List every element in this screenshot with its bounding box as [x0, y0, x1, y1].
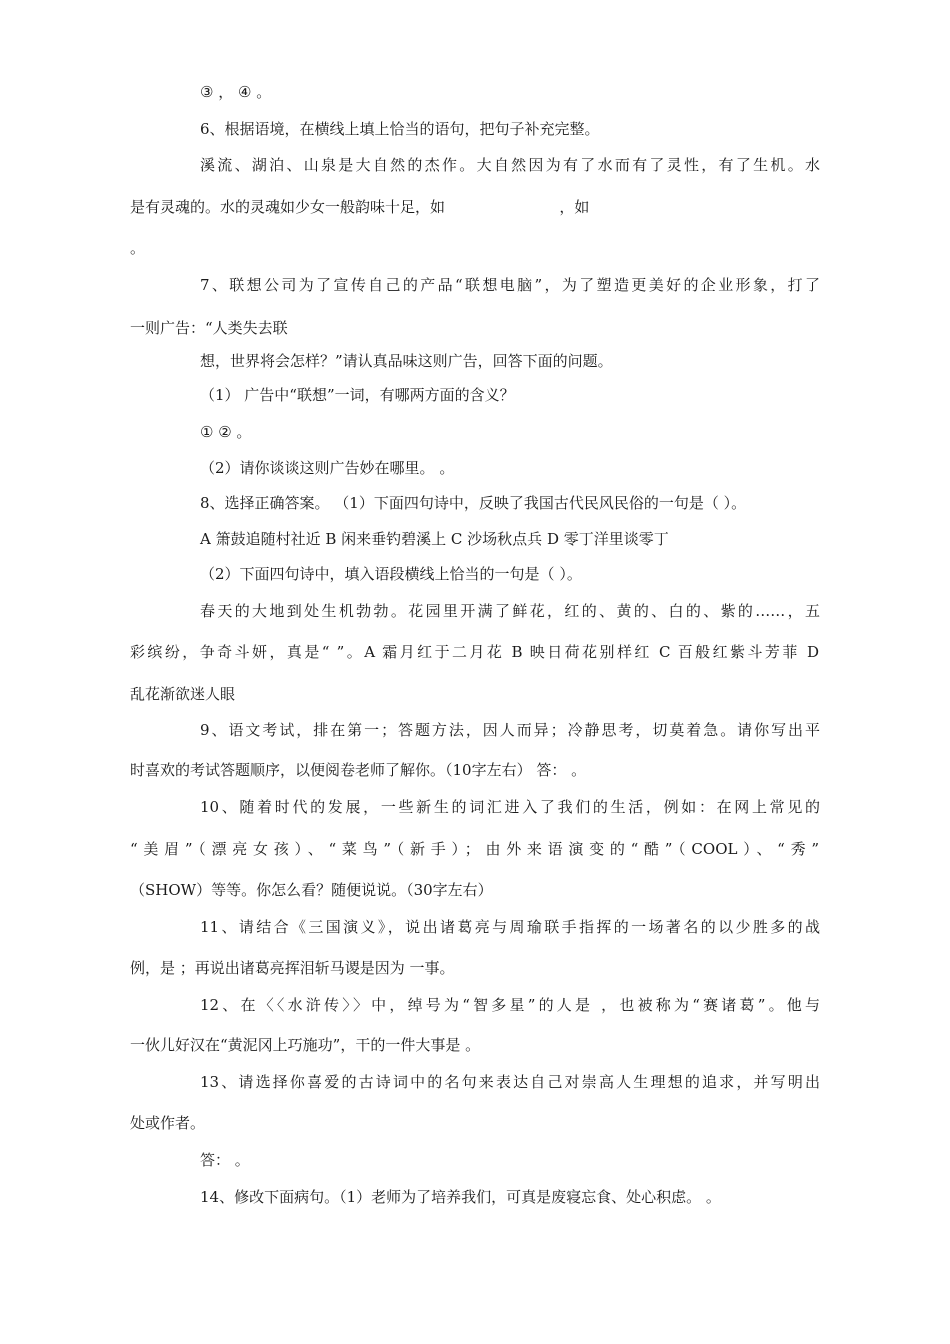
text-line: A 箫鼓追随村社近 B 闲来垂钓碧溪上 C 沙场秋点兵 D 零丁洋里谈零丁: [200, 530, 669, 548]
text-line: 例，是 ；再说出诸葛亮挥泪斩马谡是因为 一事。: [130, 959, 455, 977]
question-12: 12、在〈〈水浒传〉〉中，绰号为“智多星”的人是 ，也被称为“赛诸葛”。他与: [200, 996, 820, 1014]
question-10: 10、随着时代的发展，一些新生的词汇进入了我们的生活，例如：在网上常见的: [200, 798, 820, 816]
text-line: （2）请你谈谈这则广告妙在哪里。 。: [200, 459, 455, 477]
question-8: 8、选择正确答案。 （1）下面四句诗中，反映了我国古代民风民俗的一句是（ ）。: [200, 494, 747, 512]
text-line: 一伙儿好汉在“黄泥冈上巧施功”，干的一件大事是 。: [130, 1036, 481, 1054]
text-line: ③ ， ④ 。: [200, 83, 272, 101]
text-line: （2）下面四句诗中，填入语段横线上恰当的一句是（ ）。: [200, 565, 582, 583]
text-line: 彩缤纷，争奇斗妍，真是“ ”。A 霜月红于二月花 B 映日荷花别样红 C 百般红紫斗芳菲 D: [130, 643, 819, 661]
question-9: 9、语文考试，排在第一；答题方法，因人而异；冷静思考，切莫着急。请你写出平: [200, 721, 820, 739]
text-line: （SHOW）等等。你怎么看？随便说说。（30字左右）: [130, 881, 493, 899]
text-line: 一则广告：“人类失去联: [130, 319, 288, 337]
text-line: 春天的大地到处生机勃勃。花园里开满了鲜花，红的、黄的、白的、紫的……，五: [200, 602, 820, 620]
text-line: （1） 广告中“联想”一词，有哪两方面的含义？: [200, 386, 515, 404]
text-line: ① ② 。: [200, 423, 252, 441]
question-14: 14、修改下面病句。（1）老师为了培养我们，可真是废寝忘食、处心积虑。 。: [200, 1188, 721, 1206]
text-line: 想，世界将会怎样？”请认真品味这则广告，回答下面的问题。: [200, 352, 613, 370]
question-6: 6、根据语境，在横线上填上恰当的语句，把句子补充完整。: [200, 120, 600, 138]
question-7: 7、联想公司为了宣传自己的产品“联想电脑”，为了塑造更美好的企业形象，打了: [200, 276, 820, 294]
text-line: 答： 。: [200, 1151, 250, 1169]
text-line: 乱花渐欲迷人眼: [130, 685, 236, 703]
text-line: 是有灵魂的。水的灵魂如少女一般韵味十足，如 ，如: [130, 198, 590, 216]
question-11: 11、请结合《三国演义》，说出诸葛亮与周瑜联手指挥的一场著名的以少胜多的战: [200, 918, 820, 936]
text-line: 时喜欢的考试答题顺序，以便阅卷老师了解你。（10字左右） 答： 。: [130, 761, 587, 779]
text-line: 处或作者。: [130, 1114, 206, 1132]
text-line: 。: [130, 239, 146, 257]
text-line: “美眉”（漂亮女孩）、“菜鸟”（新手）；由外来语演变的“酷”（COOL）、“秀”: [130, 840, 819, 858]
question-13: 13、请选择你喜爱的古诗词中的名句来表达自己对崇高人生理想的追求，并写明出: [200, 1073, 820, 1091]
text-line: 溪流、湖泊、山泉是大自然的杰作。大自然因为有了水而有了灵性，有了生机。水: [200, 156, 820, 174]
